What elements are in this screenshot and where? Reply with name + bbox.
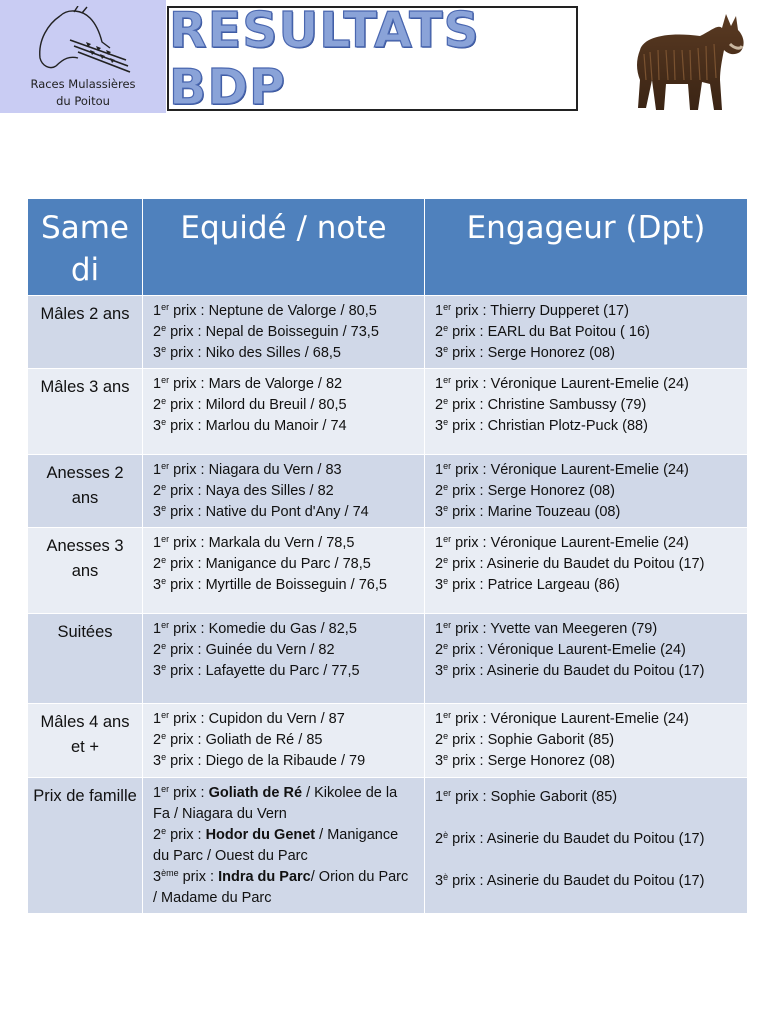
- logo-line-2: du Poitou: [56, 94, 110, 108]
- prize-rank: 3: [153, 869, 162, 885]
- prize-winner-bold: Indra du Parc: [218, 869, 311, 885]
- prize-rank: 1: [153, 303, 162, 319]
- prize-text-rest: / Orion du Parc / Madame du Parc: [153, 869, 409, 906]
- prize-rank-suffix: e: [161, 752, 167, 762]
- engageur-cell: [425, 704, 748, 778]
- equide-cell: [143, 369, 425, 455]
- prize-text: prix : Markala du Vern / 78,5: [169, 535, 355, 551]
- prize-winner-bold: Hodor du Genet: [205, 827, 316, 843]
- engageur-cell: [425, 528, 748, 614]
- engageur-cell: [425, 296, 748, 369]
- prize-rank: 1: [435, 621, 444, 637]
- prize-text: prix :: [178, 869, 219, 885]
- prize-text: prix : Goliath de Ré / 85: [166, 732, 323, 748]
- prize-line: [435, 829, 739, 850]
- prize-line: [435, 575, 739, 596]
- prize-line: [153, 374, 416, 395]
- prize-rank: 3: [153, 345, 162, 361]
- engageur-cell: [425, 369, 748, 455]
- prize-text: prix : Native du Pont d'Any / 74: [166, 504, 369, 520]
- prize-rank-suffix: è: [443, 872, 449, 882]
- prize-rank: 2: [435, 556, 444, 572]
- prize-rank: 2: [435, 831, 444, 847]
- table-header-row: [28, 199, 748, 296]
- table-row: [28, 455, 748, 528]
- prize-text: prix :: [169, 785, 209, 801]
- prize-text: prix : Marlou du Manoir / 74: [166, 418, 347, 434]
- prize-rank-suffix: er: [443, 534, 452, 544]
- prize-rank-suffix: e: [443, 641, 449, 651]
- prize-rank-suffix: e: [161, 731, 167, 741]
- prize-text: prix : Lafayette du Parc / 77,5: [166, 663, 360, 679]
- prize-text: prix : Patrice Largeau (86): [448, 577, 620, 593]
- prize-line: [435, 533, 739, 554]
- prize-rank-suffix: è: [443, 830, 449, 840]
- prize-rank: 1: [435, 711, 444, 727]
- prize-text: prix : Serge Honorez (08): [448, 345, 615, 361]
- prize-text: prix : Marine Touzeau (08): [448, 504, 621, 520]
- prize-rank: 1: [153, 535, 162, 551]
- prize-line: [435, 554, 739, 575]
- prize-line: [435, 460, 739, 481]
- prize-line: [153, 575, 416, 596]
- title-banner: [167, 1, 578, 116]
- prize-rank-suffix: e: [161, 826, 167, 836]
- prize-line: [153, 751, 416, 772]
- prize-rank: 2: [153, 827, 162, 843]
- prize-rank: 1: [435, 462, 444, 478]
- prize-rank-suffix: er: [161, 375, 170, 385]
- prize-rank: 3: [153, 418, 162, 434]
- prize-rank-suffix: e: [443, 752, 449, 762]
- prize-text: prix : Myrtille de Boisseguin / 76,5: [166, 577, 387, 593]
- prize-text: prix : Véronique Laurent-Emelie (24): [451, 711, 689, 727]
- prize-rank-suffix: e: [161, 323, 167, 333]
- category-cell: Suitées: [28, 614, 143, 704]
- prize-rank-suffix: e: [161, 641, 167, 651]
- prize-line: [153, 322, 416, 343]
- prize-line: [153, 343, 416, 364]
- prize-line: [153, 395, 416, 416]
- table-row: [28, 614, 748, 704]
- prize-rank-suffix: er: [161, 461, 170, 471]
- prize-rank-suffix: er: [443, 375, 452, 385]
- prize-text: prix : Véronique Laurent-Emelie (24): [451, 462, 689, 478]
- equide-cell: [143, 778, 425, 914]
- prize-text: prix : Asinerie du Baudet du Poitou (17): [448, 663, 705, 679]
- prize-rank: 2: [435, 732, 444, 748]
- prize-line: [153, 661, 416, 682]
- prize-text: prix : Komedie du Gas / 82,5: [169, 621, 357, 637]
- category-cell: Prix de famille: [28, 778, 143, 914]
- prize-rank-suffix: er: [443, 710, 452, 720]
- prize-line: [435, 416, 739, 437]
- prize-text: prix : Guinée du Vern / 82: [166, 642, 335, 658]
- prize-text: prix : Manigance du Parc / 78,5: [166, 556, 371, 572]
- engageur-cell: [425, 614, 748, 704]
- line-spacer: [435, 850, 739, 871]
- prize-rank-suffix: e: [443, 662, 449, 672]
- prize-line: [153, 416, 416, 437]
- prize-text: prix : Sophie Gaborit (85): [451, 789, 618, 805]
- prize-text: prix : Serge Honorez (08): [448, 483, 615, 499]
- prize-text: prix : Naya des Silles / 82: [166, 483, 334, 499]
- prize-text: prix : Niko des Silles / 68,5: [166, 345, 341, 361]
- prize-rank: 3: [435, 418, 444, 434]
- prize-rank-suffix: e: [161, 662, 167, 672]
- prize-text: prix : EARL du Bat Poitou ( 16): [448, 324, 650, 340]
- prize-line: [153, 502, 416, 523]
- prize-line: [153, 554, 416, 575]
- organization-logo: [0, 0, 166, 113]
- prize-rank: 2: [153, 483, 162, 499]
- prize-rank-suffix: e: [161, 576, 167, 586]
- prize-line: [435, 502, 739, 523]
- prize-line: [435, 395, 739, 416]
- prize-rank-suffix: e: [443, 417, 449, 427]
- prize-rank: 1: [435, 789, 444, 805]
- prize-rank: 1: [153, 462, 162, 478]
- prize-rank-suffix: e: [443, 396, 449, 406]
- prize-rank-suffix: e: [443, 482, 449, 492]
- prize-text: prix :: [166, 827, 206, 843]
- equide-cell: [143, 704, 425, 778]
- prize-text: prix : Asinerie du Baudet du Poitou (17): [448, 873, 705, 889]
- prize-rank: 3: [153, 753, 162, 769]
- prize-line: [435, 871, 739, 892]
- prize-line: [435, 301, 739, 322]
- page-title: RESULTATS BDP: [169, 1, 480, 116]
- prize-line: [435, 640, 739, 661]
- prize-line: [435, 619, 739, 640]
- prize-text: prix : Véronique Laurent-Emelie (24): [451, 376, 689, 392]
- prize-text: prix : Christian Plotz-Puck (88): [448, 418, 648, 434]
- prize-line: [153, 825, 416, 867]
- prize-rank: 1: [435, 303, 444, 319]
- prize-text: prix : Nepal de Boisseguin / 73,5: [166, 324, 379, 340]
- prize-rank: 3: [435, 663, 444, 679]
- prize-text: prix : Asinerie du Baudet du Poitou (17): [448, 831, 705, 847]
- prize-rank-suffix: e: [443, 576, 449, 586]
- table-row-famille: [28, 778, 748, 914]
- horse-head-logo-icon: [30, 6, 135, 76]
- table-row: [28, 369, 748, 455]
- prize-text: prix : Neptune de Valorge / 80,5: [169, 303, 377, 319]
- prize-rank-suffix: er: [161, 302, 170, 312]
- prize-rank: 3: [153, 577, 162, 593]
- prize-rank: 1: [153, 785, 162, 801]
- prize-text: prix : Sophie Gaborit (85): [448, 732, 615, 748]
- prize-rank: 3: [435, 873, 444, 889]
- prize-line: [153, 619, 416, 640]
- prize-rank-suffix: ème: [161, 868, 179, 878]
- equide-cell: [143, 296, 425, 369]
- prize-rank: 3: [435, 345, 444, 361]
- prize-rank: 2: [153, 642, 162, 658]
- prize-rank-suffix: e: [161, 396, 167, 406]
- prize-line: [435, 730, 739, 751]
- prize-rank-suffix: er: [443, 788, 452, 798]
- prize-text: prix : Véronique Laurent-Emelie (24): [451, 535, 689, 551]
- category-cell: Anesses 3 ans: [28, 528, 143, 614]
- equide-cell: [143, 455, 425, 528]
- prize-rank: 1: [435, 376, 444, 392]
- logo-line-1: Races Mulassières: [30, 77, 136, 91]
- prize-rank: 3: [435, 753, 444, 769]
- prize-line: [153, 640, 416, 661]
- line-spacer: [435, 808, 739, 829]
- category-cell: Mâles 2 ans: [28, 296, 143, 369]
- prize-rank: 1: [435, 535, 444, 551]
- prize-rank-suffix: er: [161, 710, 170, 720]
- prize-rank-suffix: e: [443, 555, 449, 565]
- prize-text: prix : Asinerie du Baudet du Poitou (17): [448, 556, 705, 572]
- prize-line: [153, 301, 416, 322]
- prize-rank: 2: [435, 397, 444, 413]
- prize-rank-suffix: e: [443, 344, 449, 354]
- prize-rank: 2: [153, 324, 162, 340]
- prize-line: [153, 867, 416, 909]
- prize-rank-suffix: e: [161, 503, 167, 513]
- engageur-cell: [425, 778, 748, 914]
- table-row: [28, 296, 748, 369]
- prize-line: [153, 783, 416, 825]
- prize-rank-suffix: er: [443, 461, 452, 471]
- prize-rank: 2: [153, 397, 162, 413]
- prize-rank: 2: [153, 556, 162, 572]
- table-row: [28, 528, 748, 614]
- prize-line: [153, 730, 416, 751]
- prize-rank: 3: [153, 504, 162, 520]
- prize-rank-suffix: e: [443, 323, 449, 333]
- prize-text: prix : Diego de la Ribaude / 79: [166, 753, 366, 769]
- prize-rank: 2: [435, 324, 444, 340]
- equide-cell: [143, 528, 425, 614]
- results-table: [27, 198, 748, 914]
- prize-rank: 1: [153, 376, 162, 392]
- prize-text: prix : Niagara du Vern / 83: [169, 462, 342, 478]
- category-cell: Mâles 3 ans: [28, 369, 143, 455]
- prize-text: prix : Milord du Breuil / 80,5: [166, 397, 347, 413]
- prize-rank: 2: [435, 642, 444, 658]
- table-row: [28, 704, 748, 778]
- prize-text-rest: / Manigance du Parc / Ouest du Parc: [153, 827, 399, 864]
- prize-rank: 3: [435, 577, 444, 593]
- prize-rank: 1: [153, 711, 162, 727]
- prize-rank-suffix: e: [161, 482, 167, 492]
- header-equide-note: Equidé / note: [143, 199, 425, 296]
- prize-rank-suffix: er: [443, 620, 452, 630]
- equide-cell: [143, 614, 425, 704]
- prize-line: [435, 709, 739, 730]
- prize-rank: 2: [153, 732, 162, 748]
- prize-text: prix : Cupidon du Vern / 87: [169, 711, 345, 727]
- prize-line: [435, 661, 739, 682]
- prize-rank: 1: [153, 621, 162, 637]
- prize-rank-suffix: er: [161, 534, 170, 544]
- prize-line: [435, 322, 739, 343]
- prize-rank-suffix: er: [161, 784, 170, 794]
- prize-line: [435, 751, 739, 772]
- prize-line: [435, 787, 739, 808]
- prize-rank-suffix: e: [443, 731, 449, 741]
- engageur-cell: [425, 455, 748, 528]
- prize-rank: 3: [435, 504, 444, 520]
- prize-line: [435, 374, 739, 395]
- prize-text: prix : Mars de Valorge / 82: [169, 376, 343, 392]
- prize-line: [435, 343, 739, 364]
- prize-rank-suffix: e: [443, 503, 449, 513]
- prize-line: [153, 709, 416, 730]
- header-same-di: Same di: [28, 199, 143, 296]
- poitou-donkey-image: [630, 10, 750, 114]
- prize-text: prix : Véronique Laurent-Emelie (24): [448, 642, 686, 658]
- prize-rank: 2: [435, 483, 444, 499]
- prize-text: prix : Christine Sambussy (79): [448, 397, 647, 413]
- prize-rank-suffix: e: [161, 555, 167, 565]
- prize-line: [153, 460, 416, 481]
- prize-rank-suffix: er: [161, 620, 170, 630]
- prize-winner-bold: Goliath de Ré: [208, 785, 303, 801]
- category-cell: Anesses 2 ans: [28, 455, 143, 528]
- category-cell: Mâles 4 ans et +: [28, 704, 143, 778]
- prize-line: [153, 481, 416, 502]
- prize-text: prix : Yvette van Meegeren (79): [451, 621, 658, 637]
- prize-text: prix : Serge Honorez (08): [448, 753, 615, 769]
- prize-rank-suffix: e: [161, 344, 167, 354]
- prize-text-rest: / Kikolee de la Fa / Niagara du Vern: [153, 785, 398, 822]
- prize-rank: 3: [153, 663, 162, 679]
- prize-rank-suffix: er: [443, 302, 452, 312]
- header-engageur: Engageur (Dpt): [425, 199, 748, 296]
- prize-line: [435, 481, 739, 502]
- prize-rank-suffix: e: [161, 417, 167, 427]
- prize-text: prix : Thierry Dupperet (17): [451, 303, 629, 319]
- prize-line: [153, 533, 416, 554]
